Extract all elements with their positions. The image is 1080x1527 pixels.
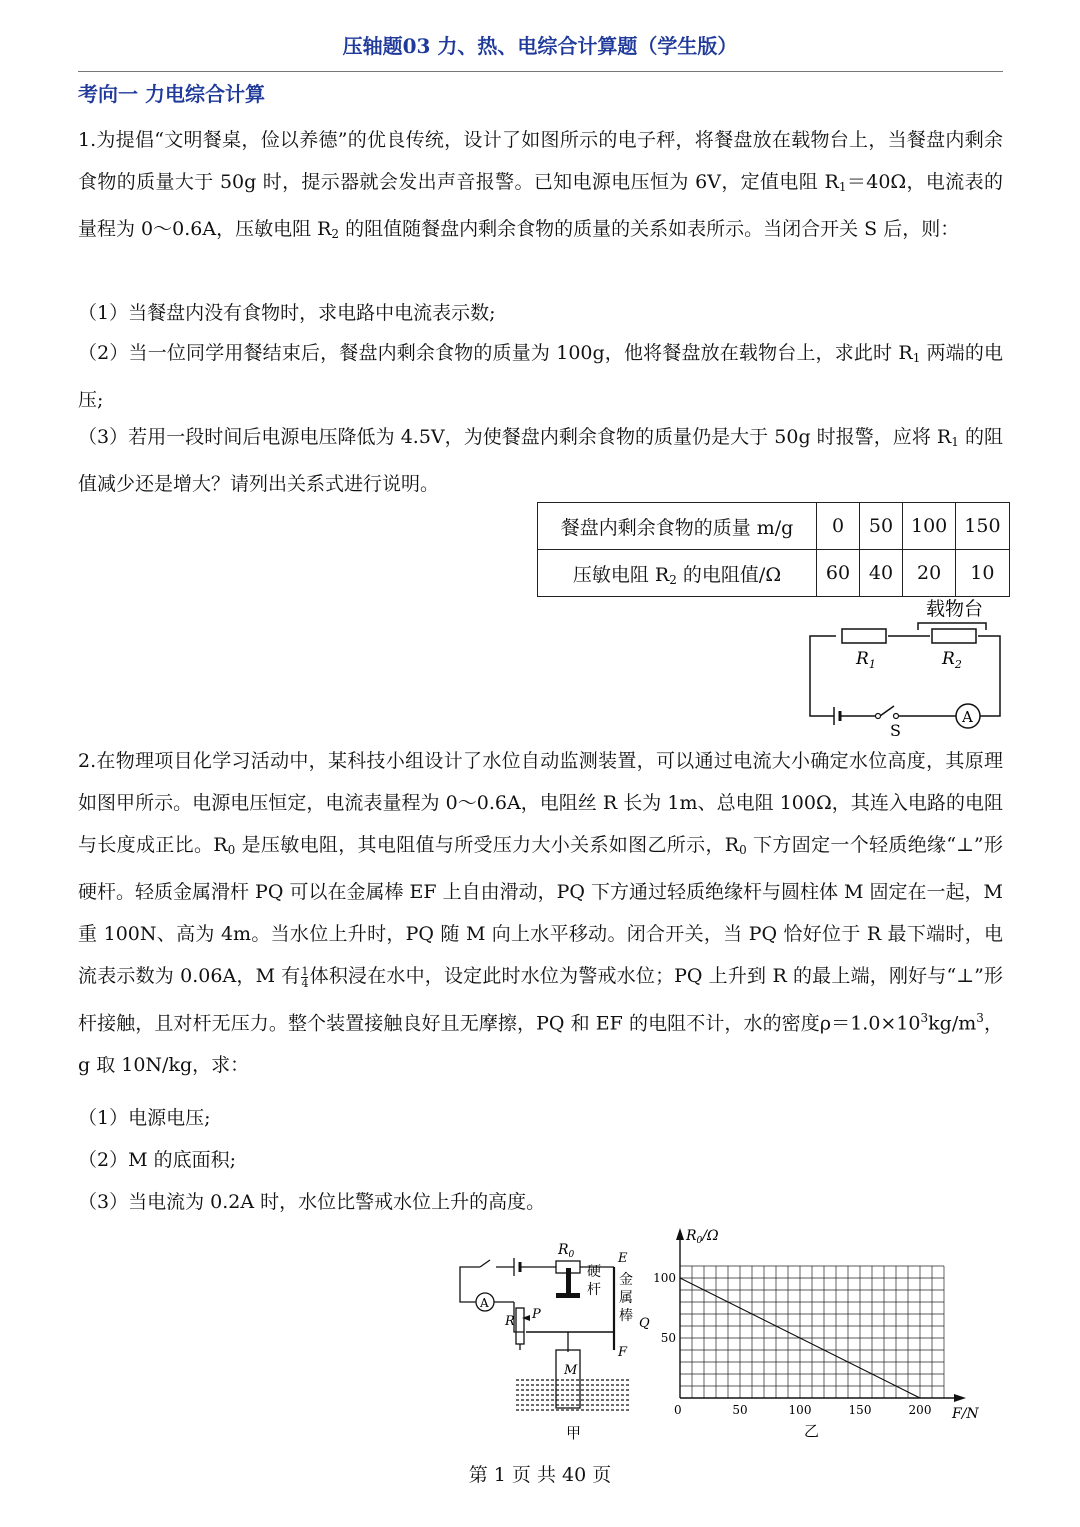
cylinder-m	[556, 1350, 580, 1408]
q2-text: 2.在物理项目化学习活动中，某科技小组设计了水位自动监测装置，可以通过电流大小确定水位高度，其原理如图甲所示。电源电压恒定，电流表量程为 0～0.6A，电阻丝 R 长为 1m、总电阻 100Ω，其连入电路的电阻与长度成正比。$R_0$ 是压敏电阻，其电阻值与所受压力大小关系如图乙所示，$R_0$ 下方固定一个轻质绝缘“⊥”形硬杆。轻质金属滑杆 PQ 可以在金属棒 EF 上自由滑动，PQ 下方通过轻质绝缘杆与圆柱体 M 固定在一起，M 重 100N、高为 4m。当水位上升时，PQ 随 M 向上水平移动。闭合开关，当 PQ 恰好位于 R 最下端时，电流表示数为 0.06A，M 有 $\frac{1}{4}$ 体积浸在水中，设定此时水位为警戒水位；PQ 上升到 R 的最上端，刚好与“⊥”形杆接触，且对杆无压力。整个装置接触良好且无摩擦，PQ 和 EF 的电阻不计，水的密度$\rho=1.0\times 10^3kg/m^3$，g 取 10N/kg，求：	[78, 750, 1003, 1077]
table-cell: 40	[860, 550, 903, 597]
r0-label: $R_0$	[558, 1242, 575, 1260]
q1-sub1: （1）当餐盘内没有食物时，求电路中电流表示数;	[78, 302, 496, 324]
chart-y-tick-label: 100	[653, 1271, 676, 1285]
r1-label: $R_1$	[856, 649, 876, 671]
rod-label-2: 杆	[587, 1282, 601, 1298]
q2-sub3: （3）当电流为 0.2A 时，水位比警戒水位上升的高度。	[78, 1191, 546, 1213]
figure-caption-jia: 甲	[566, 1424, 582, 1442]
table-cell: 10	[956, 550, 1009, 597]
f-label: F	[618, 1345, 628, 1360]
chart-y-axis-label: $R_0/\Omega$	[686, 1228, 719, 1246]
chart-x-tick-label: 50	[732, 1403, 748, 1417]
table-cell: 0	[817, 503, 860, 550]
q1-data-table	[537, 502, 1010, 597]
m-label: M	[564, 1363, 578, 1378]
platform-label: 载物台	[926, 598, 984, 620]
rod-label-1: 硬	[587, 1264, 601, 1280]
fraction-one-quarter: $\frac{1}{4}$	[301, 964, 309, 990]
chart-grid	[680, 1266, 944, 1398]
resistor-r1	[842, 629, 886, 643]
table-header-mass: 餐盘内剩余食物的质量 m/g	[538, 503, 817, 550]
table-row	[538, 550, 1010, 597]
resistor-wire-r	[516, 1308, 524, 1344]
r-label: R	[505, 1314, 515, 1329]
chart-x-axis-label: F/N	[952, 1406, 979, 1422]
q-label: Q	[639, 1316, 650, 1331]
table-header-resistance: 压敏电阻 $R_2$ 的电阻值/Ω	[538, 550, 817, 597]
q2-sub1: （1）电源电压;	[78, 1107, 211, 1129]
q2-figure-yi-chart	[640, 1220, 1000, 1444]
figure-caption-yi: 乙	[804, 1422, 820, 1440]
chart-y-tick-label: 50	[660, 1331, 676, 1345]
e-label: E	[618, 1251, 628, 1266]
table-cell: 150	[956, 503, 1009, 550]
chart-origin-label: 0	[674, 1403, 682, 1417]
table-cell: 60	[817, 550, 860, 597]
q2-figure-jia	[450, 1232, 660, 1444]
q1-intro: 1.为提倡“文明餐桌，俭以养德”的优良传统，设计了如图所示的电子秤，将餐盘放在载物台上，当餐盘内剩余食物的质量大于 50g 时，提示器就会发出声音报警。已知电源电压恒为 6V，定值电阻 $R_1=40\Omega$，电流表的量程为 0～0.6A，压敏电阻 $R_2$ 的阻值随餐盘内剩余食物的质量的关系如表所示。当闭合开关 S 后，则：	[78, 129, 1003, 241]
chart-x-tick-label: 150	[848, 1403, 872, 1417]
bar-label-2: 属	[619, 1290, 633, 1306]
q2-sub2: （2）M 的底面积;	[78, 1149, 236, 1171]
table-row	[538, 503, 1010, 550]
switch-s	[880, 706, 894, 716]
resistor-r2	[932, 629, 976, 643]
ammeter-label: A	[480, 1296, 489, 1310]
r2-label: $R_2$	[942, 649, 962, 671]
page-footer: 第 1 页 共 40 页	[468, 1464, 612, 1486]
table-cell: 100	[903, 503, 956, 550]
switch-label: S	[890, 721, 901, 740]
y-axis-arrow	[676, 1228, 684, 1240]
bar-label-1: 金	[619, 1272, 633, 1288]
header-divider	[78, 71, 1003, 72]
ammeter-label: A	[962, 708, 973, 726]
section-heading: 考向一 力电综合计算	[78, 82, 265, 106]
table-cell: 50	[860, 503, 903, 550]
q1-circuit-diagram	[790, 596, 1020, 742]
p-label: P	[532, 1307, 541, 1322]
x-axis-arrow	[954, 1394, 966, 1402]
page-title: 压轴题03 力、热、电综合计算题（学生版）	[342, 34, 738, 58]
chart-x-tick-label: 200	[908, 1403, 932, 1417]
table-cell: 20	[903, 550, 956, 597]
q1-sub2: （2）当一位同学用餐结束后，餐盘内剩余食物的质量为 100g，他将餐盘放在载物台上，求此时 $R_1$ 两端的电压;	[78, 342, 1003, 411]
rigid-rod-stem	[566, 1268, 571, 1296]
chart-x-tick-label: 100	[788, 1403, 812, 1417]
bar-label-3: 棒	[619, 1308, 633, 1324]
q1-sub3: （3）若用一段时间后电源电压降低为 4.5V，为使餐盘内剩余食物的质量仍是大于 50g 时报警，应将 $R_1$ 的阻值减少还是增大？请列出关系式进行说明。	[78, 426, 1003, 495]
